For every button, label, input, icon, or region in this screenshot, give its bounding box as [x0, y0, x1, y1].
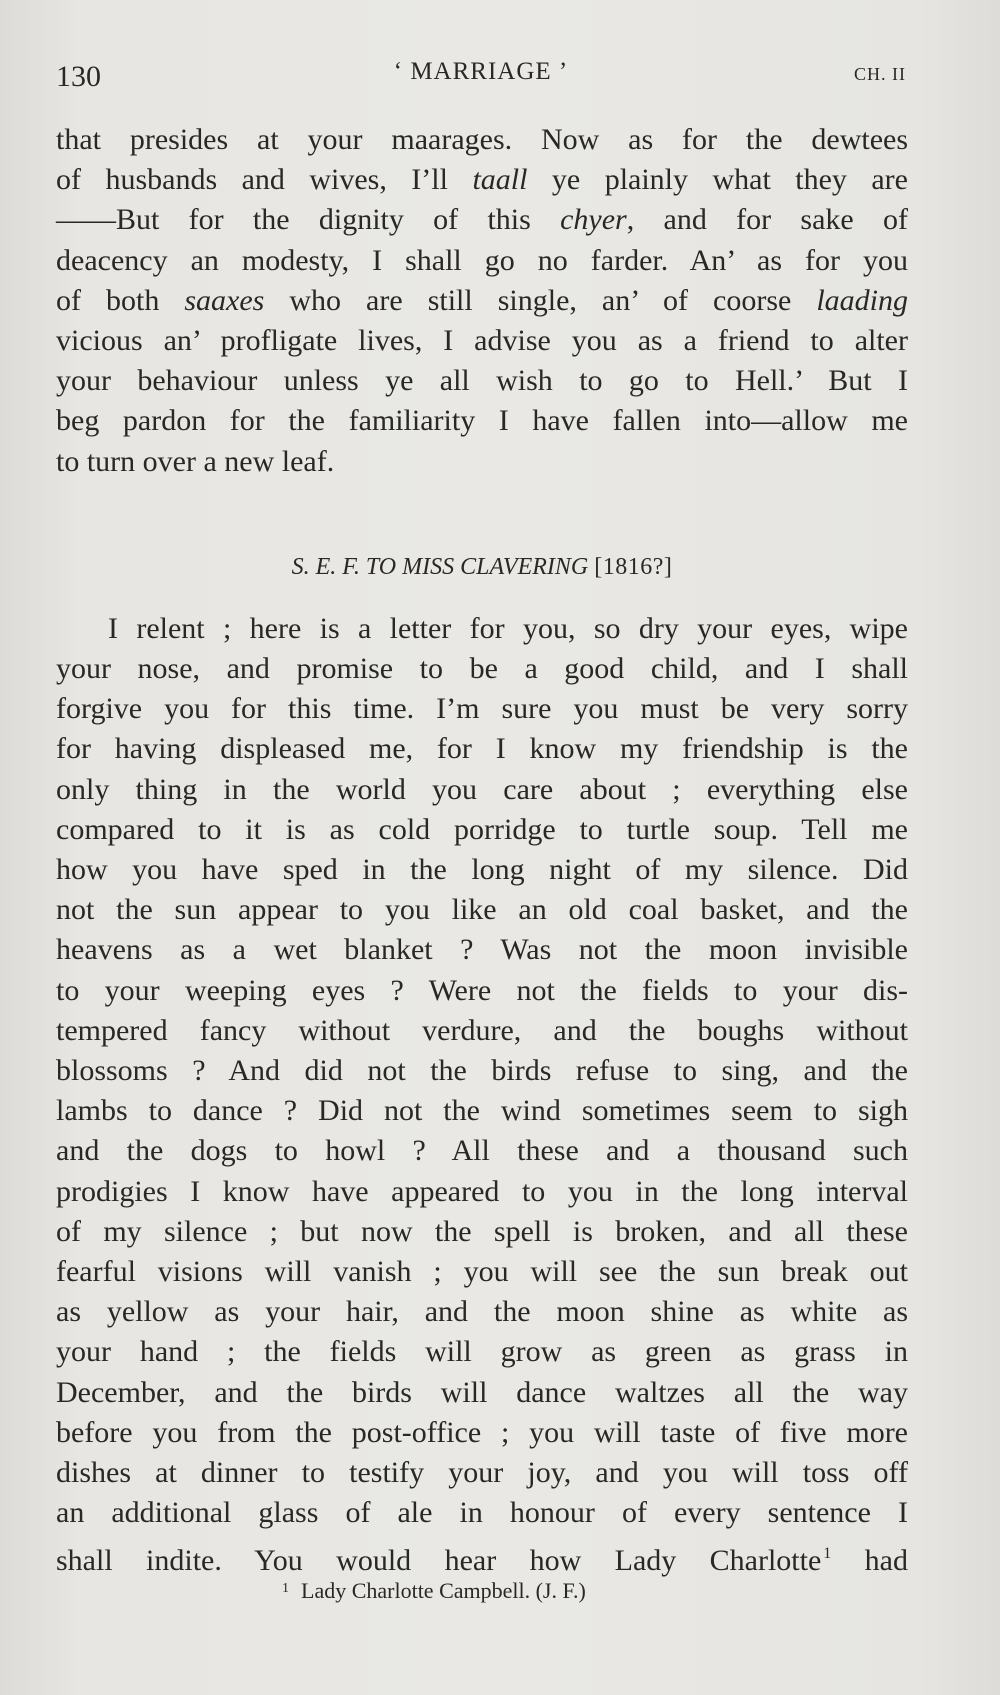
text-line: of my silence ; but now the spell is broken, and all these	[56, 1214, 908, 1248]
text-line: your behaviour unless ye all wish to go to Hell.’ But I	[56, 364, 908, 398]
text-line: I relent ; here is a letter for you, so dry your eyes, wipe	[108, 611, 908, 645]
text-line: tempered fancy without verdure, and the boughs without	[56, 1013, 908, 1047]
text-line: before you from the post-office ; you will taste of five more	[56, 1415, 908, 1449]
footnote-text: Lady Charlotte Campbell. (J. F.)	[301, 1578, 586, 1603]
text-line: prodigies I know have appeared to you in the long interval	[56, 1174, 908, 1208]
section-gap	[56, 482, 908, 549]
text-line: shall indite. You would hear how Lady Charlotte $^1$ had	[56, 1543, 908, 1577]
text-line: ——But for the dignity of this chyer, and for sake of	[56, 203, 908, 237]
letter-heading	[56, 549, 908, 585]
letter-heading-title: S. E. F. TO MISS CLAVERING	[291, 553, 589, 580]
text-line: compared to it is as cold porridge to turtle soup. Tell me	[56, 812, 908, 846]
page-body	[56, 120, 908, 1581]
footnote-marker: 1	[282, 1581, 289, 1596]
text-line: of both saaxes who are still single, an’ of coorse laading	[56, 283, 909, 317]
text-line: lambs to dance ? Did not the wind sometimes seem to sigh	[56, 1094, 908, 1128]
text-line: and the dogs to howl ? All these and a thousand such	[56, 1134, 908, 1168]
text-line: as yellow as your hair, and the moon shine as white as	[56, 1295, 908, 1329]
text-line: deacency an modesty, I shall go no farder. An’ as for you	[56, 243, 908, 277]
letter-paragraph	[56, 609, 908, 1581]
chapter-marker: CH. II	[854, 64, 906, 84]
text-line: vicious an’ profligate lives, I advise you as a friend to alter	[56, 324, 908, 358]
text-line: your nose, and promise to be a good child, and I shall	[56, 652, 908, 686]
text-line: of husbands and wives, I’ll taall ye plainly what they are	[56, 163, 908, 197]
text-line: only thing in the world you care about ; everything else	[56, 772, 908, 806]
text-line: to turn over a new leaf.	[56, 444, 335, 478]
text-line: not the sun appear to you like an old coal basket, and the	[56, 893, 908, 927]
footnote	[282, 1578, 586, 1604]
running-title: ‘ MARRIAGE ’	[393, 58, 569, 85]
text-line: to your weeping eyes ? Were not the fields to your dis-	[56, 973, 908, 1007]
text-line: how you have sped in the long night of my silence. Did	[56, 853, 908, 887]
text-line: your hand ; the fields will grow as green as grass in	[56, 1335, 908, 1369]
page-number: 130	[56, 60, 101, 93]
text-line: forgive you for this time. I’m sure you must be very sorry	[56, 692, 908, 726]
text-line: that presides at your maarages. Now as for the dewtees	[56, 123, 908, 156]
text-line: heavens as a wet blanket ? Was not the moon invisible	[56, 933, 908, 967]
page-header	[56, 54, 906, 94]
text-line: fearful visions will vanish ; you will see the sun break out	[56, 1255, 908, 1289]
text-line: December, and the birds will dance waltzes all the way	[56, 1375, 908, 1409]
letter-heading-date: [1816?]	[594, 553, 673, 580]
text-line: dishes at dinner to testify your joy, and you will toss off	[56, 1456, 908, 1490]
text-line: for having displeased me, for I know my friendship is the	[56, 732, 908, 766]
text-line: beg pardon for the familiarity I have fallen into—allow me	[56, 404, 908, 438]
text-line: an additional glass of ale in honour of every sentence I	[56, 1496, 908, 1530]
paragraph-continued	[56, 120, 908, 482]
footnote-reference: 1	[823, 1544, 832, 1562]
text-line: blossoms ? And did not the birds refuse to sing, and the	[56, 1054, 908, 1088]
